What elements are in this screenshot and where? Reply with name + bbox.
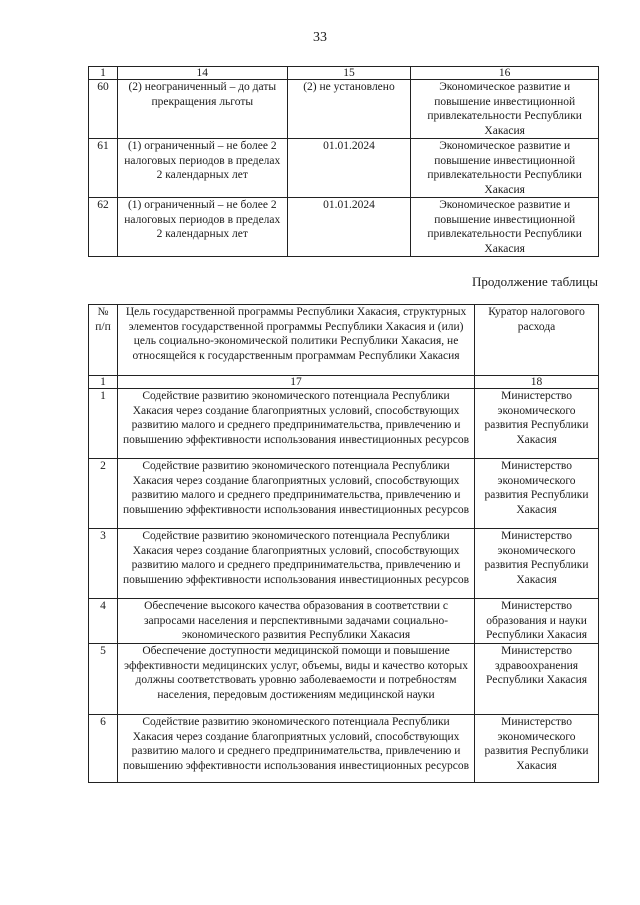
page-number: 33 <box>313 30 327 45</box>
column-number: 18 <box>475 376 599 389</box>
period-cell: (1) ограниченный – не более 2 налоговых периодов в пределах 2 календарных лет <box>117 198 287 257</box>
period-cell: (2) неограниченный – до даты прекращения льготы <box>117 80 287 139</box>
goal-cell: Содействие развитию экономического потенциала Республики Хакасия через создание благоприятных условий, способствующих развитию малого и среднего предпринимательства, привлечению и повышению эффективности использования инвестиционных ресурсов <box>117 715 474 783</box>
column-number: 14 <box>117 67 287 80</box>
table-row <box>89 599 599 644</box>
row-number: 61 <box>89 139 118 198</box>
column-header-num: № п/п <box>89 305 118 376</box>
column-number-row <box>89 376 599 389</box>
date-cell: 01.01.2024 <box>287 139 411 198</box>
curator-cell: Министерство экономического развития Республики Хакасия <box>475 529 599 599</box>
row-number: 60 <box>89 80 118 139</box>
row-number: 5 <box>89 644 118 715</box>
row-number: 2 <box>89 459 118 529</box>
date-cell: (2) не установлено <box>287 80 411 139</box>
curator-cell: Министерство образования и науки Республики Хакасия <box>475 599 599 644</box>
table-row <box>89 715 599 783</box>
column-number: 1 <box>89 376 118 389</box>
table-row <box>89 139 599 198</box>
table-row <box>89 459 599 529</box>
row-number: 3 <box>89 529 118 599</box>
goal-cell: Обеспечение доступности медицинской помощи и повышение эффективности медицинских услуг, объемы, виды и качество которых должны соответствовать уровню заболеваемости и потребностям населения, передовым достижениям медицинской науки <box>117 644 474 715</box>
column-number: 16 <box>411 67 599 80</box>
column-header-row <box>89 305 599 376</box>
table-row <box>89 80 599 139</box>
curator-cell: Министерство экономического развития Республики Хакасия <box>475 459 599 529</box>
table-row <box>89 198 599 257</box>
curator-cell: Министерство экономического развития Республики Хакасия <box>475 389 599 459</box>
curator-cell: Министерство экономического развития Республики Хакасия <box>475 715 599 783</box>
table-row <box>89 389 599 459</box>
row-number: 6 <box>89 715 118 783</box>
period-cell: (1) ограниченный – не более 2 налоговых периодов в пределах 2 календарных лет <box>117 139 287 198</box>
date-cell: 01.01.2024 <box>287 198 411 257</box>
table-row <box>89 529 599 599</box>
column-header-curator: Куратор налогового расхода <box>475 305 599 376</box>
table-row <box>89 644 599 715</box>
column-header-goal: Цель государственной программы Республики Хакасия, структурных элементов государственной программы Республики Хакасия и (или) цель социально-экономической политики Республики Хакасия, не относящейся к государственным программам Республики Хакасия <box>117 305 474 376</box>
goal-cell: Содействие развитию экономического потенциала Республики Хакасия через создание благоприятных условий, способствующих развитию малого и среднего предпринимательства, привлечению и повышению эффективности использования инвестиционных ресурсов <box>117 389 474 459</box>
column-number: 1 <box>89 67 118 80</box>
goal-cell: Обеспечение высокого качества образования в соответствии с запросами населения и перспективными задачами социально-экономического развития Республики Хакасия <box>117 599 474 644</box>
continuation-label: Продолжение таблицы <box>472 274 598 289</box>
goal-cell: Содействие развитию экономического потенциала Республики Хакасия через создание благоприятных условий, способствующих развитию малого и среднего предпринимательства, привлечению и повышению эффективности использования инвестиционных ресурсов <box>117 529 474 599</box>
goal-cell: Содействие развитию экономического потенциала Республики Хакасия через создание благоприятных условий, способствующих развитию малого и среднего предпринимательства, привлечению и повышению эффективности использования инвестиционных ресурсов <box>117 459 474 529</box>
goal-cell: Экономическое развитие и повышение инвестиционной привлекательности Республики Хакасия <box>411 80 599 139</box>
row-number: 4 <box>89 599 118 644</box>
column-number: 15 <box>287 67 411 80</box>
goal-cell: Экономическое развитие и повышение инвестиционной привлекательности Республики Хакасия <box>411 198 599 257</box>
row-number: 62 <box>89 198 118 257</box>
tax-expense-table-bottom <box>88 304 599 783</box>
row-number: 1 <box>89 389 118 459</box>
curator-cell: Министерство здравоохранения Республики Хакасия <box>475 644 599 715</box>
column-number: 17 <box>117 376 474 389</box>
tax-expense-table-top <box>88 66 599 257</box>
goal-cell: Экономическое развитие и повышение инвестиционной привлекательности Республики Хакасия <box>411 139 599 198</box>
column-number-row <box>89 67 599 80</box>
